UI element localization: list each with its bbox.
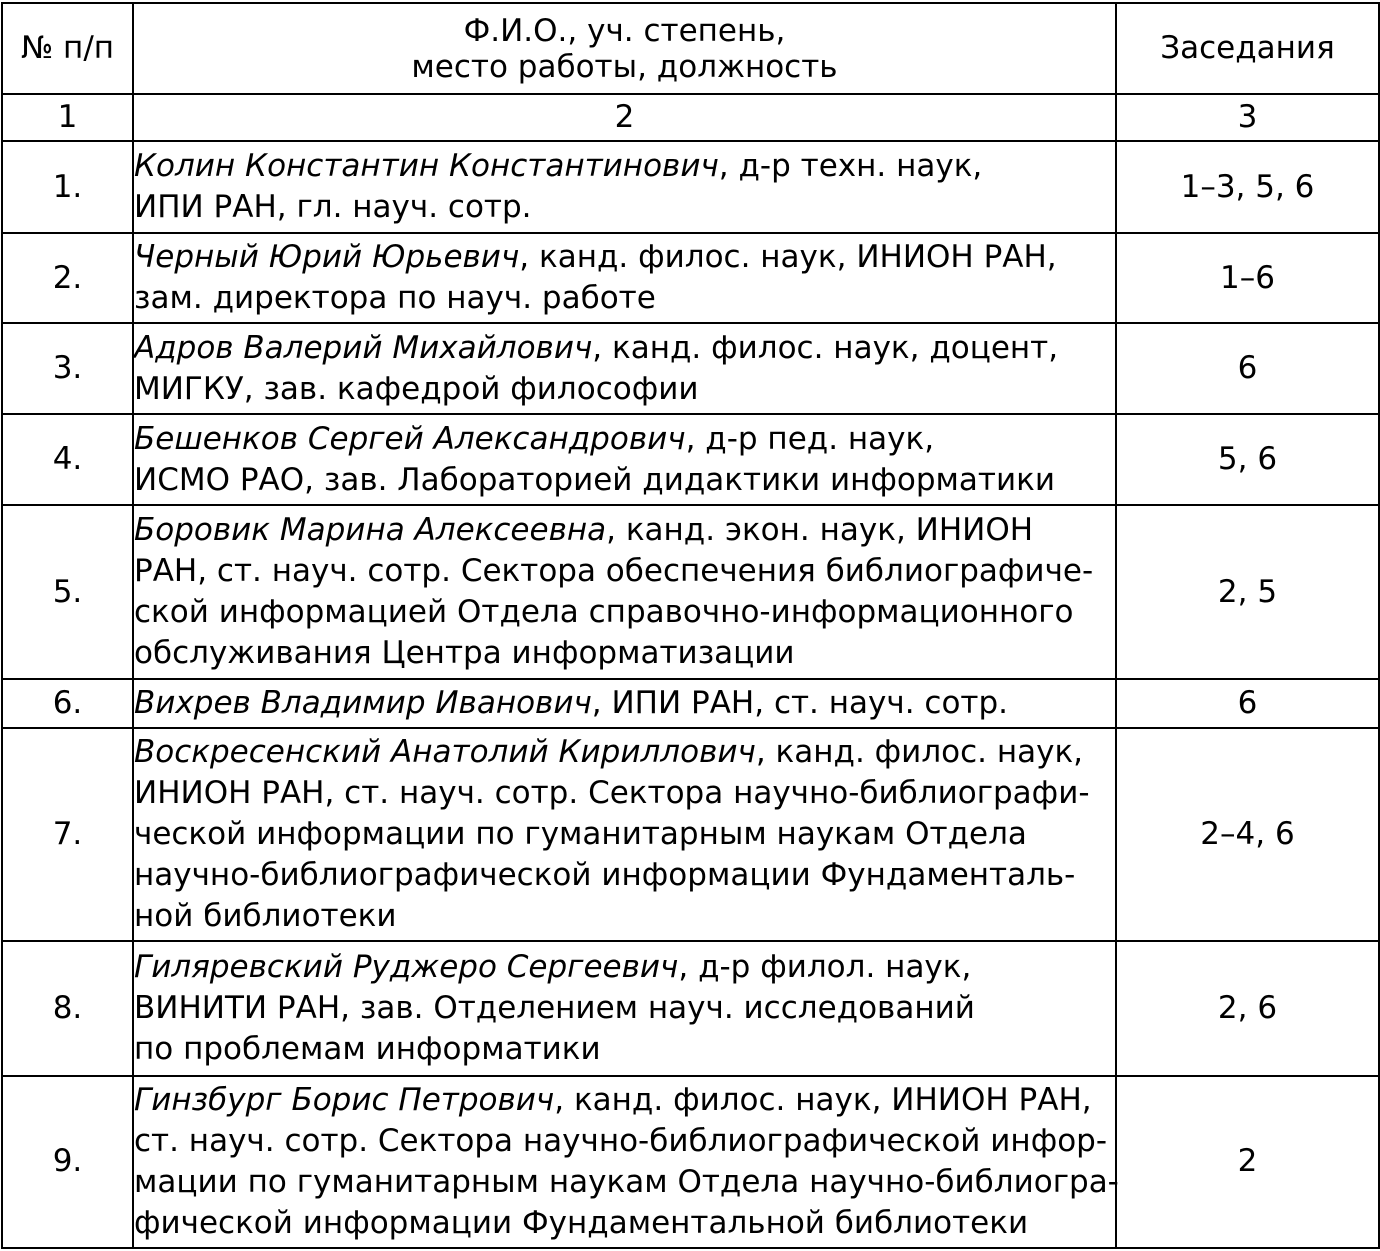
person-name: Воскресенский Анатолий Кириллович: [134, 733, 756, 770]
person-info-line: [134, 551, 1115, 592]
row-number: 8.: [2, 941, 133, 1076]
person-info-line: [134, 855, 1115, 896]
person-info: [133, 233, 1116, 323]
row-number: 4.: [2, 414, 133, 505]
person-info: [133, 941, 1116, 1076]
person-info-line: [134, 592, 1115, 633]
person-info-line: [134, 146, 1115, 187]
sessions-value: 2–4, 6: [1116, 728, 1379, 941]
person-details: ИНИОН РАН, ст. науч. сотр. Сектора научно-библиографи-: [134, 774, 1090, 811]
person-details: , канд. филос. наук, доцент,: [592, 329, 1059, 366]
person-name: Боровик Марина Алексеевна: [134, 512, 607, 549]
sessions-value: 1–3, 5, 6: [1116, 141, 1379, 233]
person-info-line: [134, 187, 1115, 228]
person-name: Гиляревский Руджеро Сергеевич: [134, 948, 679, 985]
person-info-line: [134, 947, 1115, 988]
header-row: [2, 3, 1379, 94]
person-info-line: [134, 1203, 1115, 1244]
person-info-line: [134, 988, 1115, 1029]
person-info: [133, 141, 1116, 233]
person-info-line: [134, 278, 1115, 319]
person-info: [133, 414, 1116, 505]
person-details: ВИНИТИ РАН, зав. Отделением науч. исследований: [134, 989, 975, 1026]
person-details: мации по гуманитарным наукам Отдела научно-библиогра-: [134, 1163, 1119, 1200]
person-info-line: [134, 369, 1115, 410]
person-details: ИСМО РАО, зав. Лабораторией дидактики информатики: [134, 461, 1055, 498]
person-info: [133, 505, 1116, 679]
person-info-line: [134, 1080, 1115, 1121]
person-details: РАН, ст. науч. сотр. Сектора обеспечения библиографиче-: [134, 553, 1094, 590]
person-info-line: [134, 896, 1115, 937]
table-row: [2, 414, 1379, 505]
person-info-line: [134, 237, 1115, 278]
person-name: Адров Валерий Михайлович: [134, 329, 593, 366]
table-row: [2, 323, 1379, 414]
column-number: 3: [1116, 94, 1379, 141]
person-details: ст. науч. сотр. Сектора научно-библиографической инфор-: [134, 1122, 1108, 1159]
person-info: [133, 1076, 1119, 1248]
sessions-value: 2, 6: [1116, 941, 1379, 1076]
person-details: , канд. филос. наук, ИНИОН РАН,: [519, 239, 1057, 276]
person-info-line: [134, 814, 1115, 855]
person-info-line: [134, 773, 1115, 814]
person-info: [133, 679, 1116, 727]
person-info: [133, 728, 1116, 941]
person-info: [133, 323, 1116, 414]
person-details: ной библиотеки: [134, 897, 397, 934]
table-row: [2, 941, 1379, 1076]
table-row: [2, 233, 1379, 323]
sessions-value: 2: [1116, 1076, 1379, 1248]
participants-table: [1, 2, 1380, 1249]
person-info-line: [134, 633, 1115, 674]
person-name: Вихрев Владимир Иванович: [134, 685, 592, 721]
table-row: [2, 505, 1379, 679]
column-number: 2: [133, 94, 1116, 141]
table-row: [2, 728, 1379, 941]
person-details: , д-р пед. наук,: [685, 420, 935, 457]
person-details: ИПИ РАН, гл. науч. сотр.: [134, 189, 532, 226]
header-person-line: Ф.И.О., уч. степень,: [463, 12, 786, 49]
person-details: ской информацией Отдела справочно-информационного: [134, 594, 1074, 631]
sessions-value: 1–6: [1116, 233, 1379, 323]
person-info-line: [134, 732, 1115, 773]
person-details: обслуживания Центра информатизации: [134, 635, 795, 672]
person-info-line: [134, 510, 1115, 551]
table-row: [2, 679, 1379, 727]
person-details: , д-р техн. наук,: [718, 148, 983, 185]
row-number: 7.: [2, 728, 133, 941]
person-name: Черный Юрий Юрьевич: [134, 239, 520, 276]
header-number: № п/п: [2, 3, 133, 94]
person-details: фической информации Фундаментальной библиотеки: [134, 1204, 1029, 1241]
sessions-value: 5, 6: [1116, 414, 1379, 505]
person-details: , д-р филол. наук,: [678, 948, 972, 985]
person-name: Гинзбург Борис Петрович: [134, 1081, 555, 1118]
person-details: , канд. экон. наук, ИНИОН: [606, 512, 1034, 549]
person-name: Бешенков Сергей Александрович: [134, 420, 686, 457]
person-info-line: [134, 1029, 1115, 1070]
sessions-value: 6: [1116, 679, 1379, 727]
row-number: 1.: [2, 141, 133, 233]
person-info-line: [134, 460, 1115, 501]
row-number: 9.: [2, 1076, 133, 1248]
sessions-value: 2, 5: [1116, 505, 1379, 679]
person-details: по проблемам информатики: [134, 1030, 601, 1067]
row-number: 6.: [2, 679, 133, 727]
person-info-line: [134, 419, 1115, 460]
person-info-line: [134, 328, 1115, 369]
person-details: , канд. филос. наук, ИНИОН РАН,: [554, 1081, 1092, 1118]
row-number: 5.: [2, 505, 133, 679]
sessions-value: 6: [1116, 323, 1379, 414]
person-name: Колин Константин Константинович: [134, 148, 719, 185]
table-row: [2, 1076, 1379, 1248]
row-number: 3.: [2, 323, 133, 414]
person-info-line: [134, 1162, 1119, 1203]
person-details: зам. директора по науч. работе: [134, 280, 656, 317]
person-details: научно-библиографической информации Фундаменталь-: [134, 856, 1076, 893]
person-details: , канд. филос. наук,: [755, 733, 1084, 770]
row-number: 2.: [2, 233, 133, 323]
header-person-line: место работы, должность: [411, 48, 838, 85]
person-info-line: [134, 1121, 1115, 1162]
person-details: , ИПИ РАН, ст. науч. сотр.: [591, 685, 1008, 721]
header-sessions: Заседания: [1116, 3, 1379, 94]
person-info-line: [134, 683, 1115, 724]
rows-body: [2, 141, 1379, 1248]
column-number: 1: [2, 94, 133, 141]
header-person: [133, 3, 1116, 94]
table-row: [2, 141, 1379, 233]
person-details: МИГКУ, зав. кафедрой философии: [134, 370, 699, 407]
column-number-row: [2, 94, 1379, 141]
person-details: ческой информации по гуманитарным наукам Отдела: [134, 815, 1027, 852]
